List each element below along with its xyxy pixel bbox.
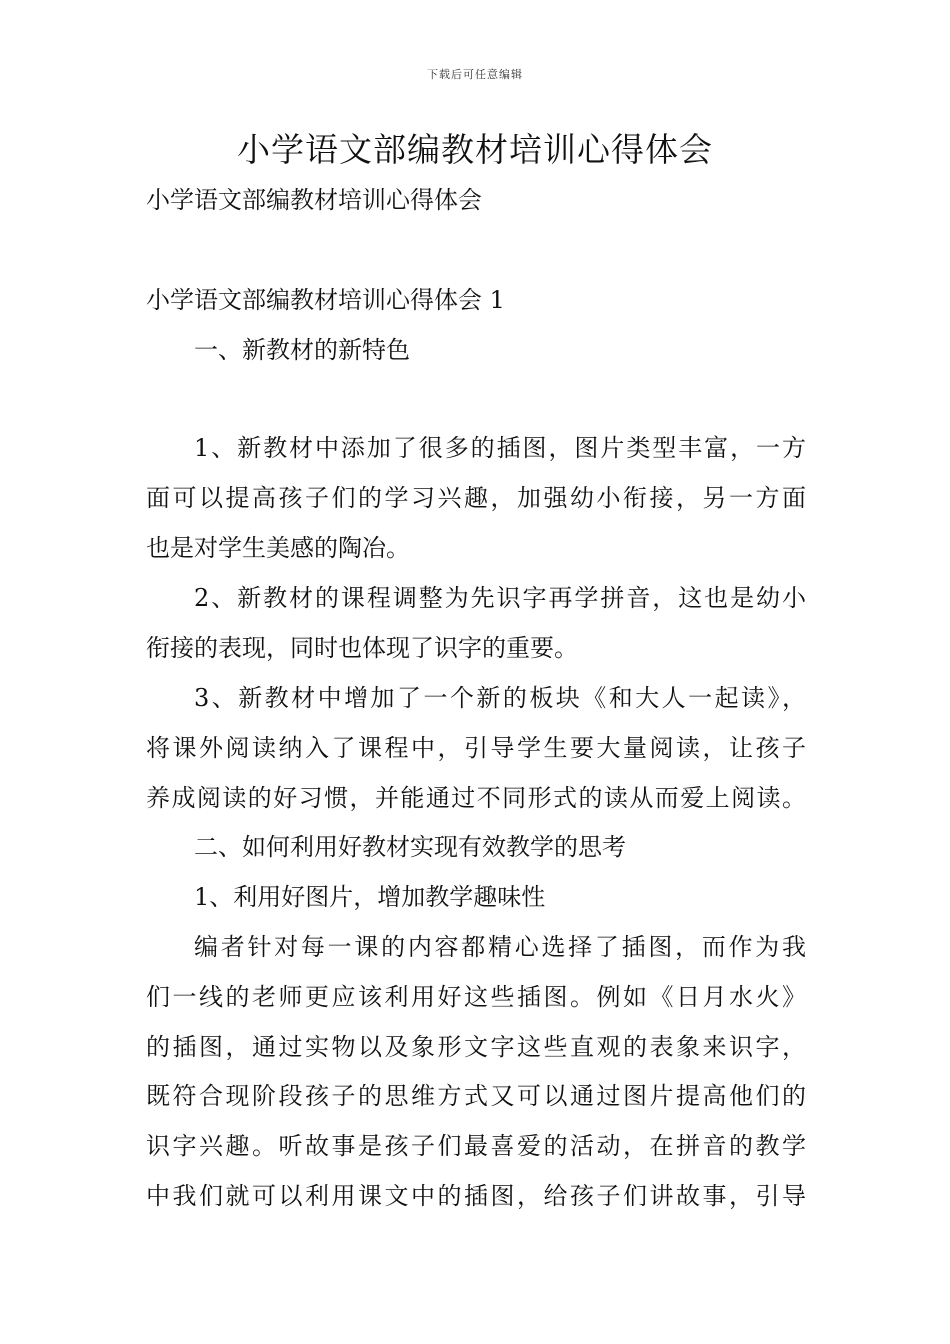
paragraph-line: 面可以提高孩子们的学习兴趣，加强幼小衔接，另一方面 (146, 484, 806, 512)
document-title: 小学语文部编教材培训心得体会 (237, 130, 713, 169)
paragraph-line: 的插图，通过实物以及象形文字这些直观的表象来识字， (146, 1033, 806, 1061)
header-note: 下载后可任意编辑 (427, 68, 523, 81)
paragraph-line: 3、新教材中增加了一个新的板块《和大人一起读》， (194, 684, 806, 712)
paragraph-line: 识字兴趣。听故事是孩子们最喜爱的活动，在拼音的教学 (146, 1132, 806, 1160)
section-heading: 小学语文部编教材培训心得体会 1 (146, 286, 505, 314)
paragraph-line: 1、新教材中添加了很多的插图，图片类型丰富，一方 (194, 434, 806, 462)
paragraph-line: 中我们就可以利用课文中的插图，给孩子们讲故事，引导 (146, 1182, 806, 1210)
paragraph-line: 也是对学生美感的陶冶。 (146, 534, 410, 562)
paragraph-line: 衔接的表现，同时也体现了识字的重要。 (146, 634, 578, 662)
subtitle: 小学语文部编教材培训心得体会 (146, 186, 482, 214)
paragraph-line: 养成阅读的好习惯，并能通过不同形式的读从而爱上阅读。 (146, 784, 806, 812)
part2-subheading: 1、利用好图片，增加教学趣味性 (194, 883, 546, 911)
paragraph-line: 将课外阅读纳入了课程中，引导学生要大量阅读，让孩子 (146, 734, 806, 762)
paragraph-line: 2、新教材的课程调整为先识字再学拼音，这也是幼小 (194, 584, 806, 612)
part2-heading: 二、如何利用好教材实现有效教学的思考 (194, 833, 626, 861)
paragraph-line: 既符合现阶段孩子的思维方式又可以通过图片提高他们的 (146, 1082, 806, 1110)
paragraph-line: 编者针对每一课的内容都精心选择了插图，而作为我 (194, 933, 806, 961)
part1-heading: 一、新教材的新特色 (194, 336, 410, 364)
paragraph-line: 们一线的老师更应该利用好这些插图。例如《日月水火》 (146, 983, 806, 1011)
